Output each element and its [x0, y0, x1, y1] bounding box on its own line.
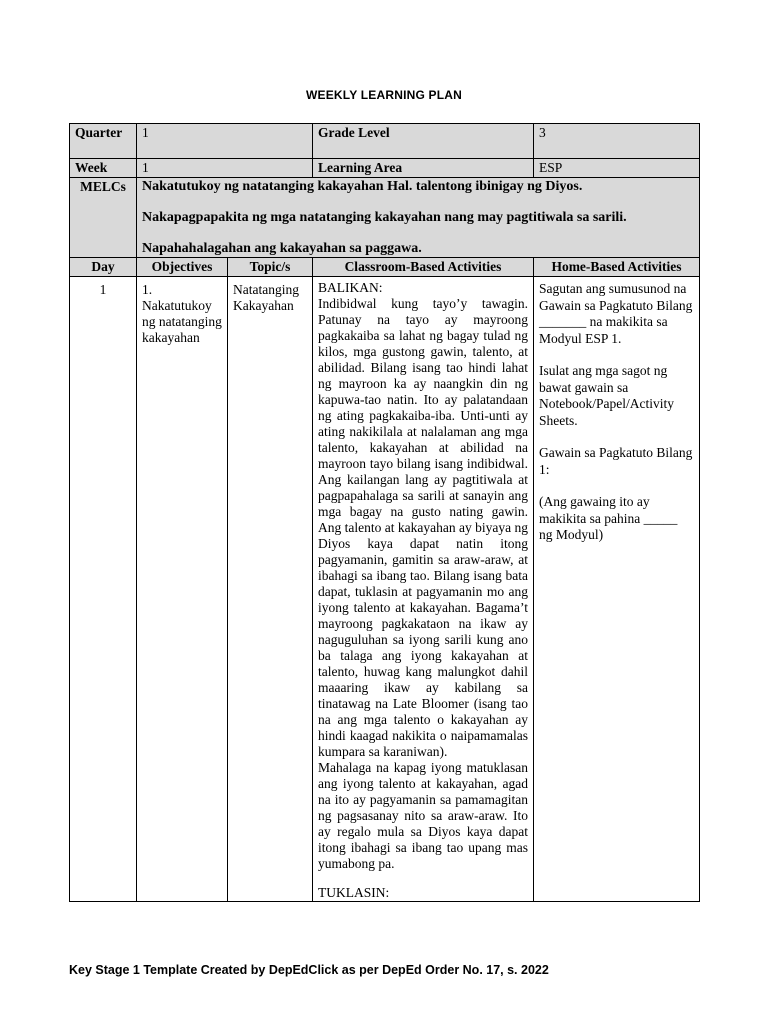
col-header-classroom: Classroom-Based Activities [313, 258, 534, 277]
classroom-activities-cell [313, 277, 534, 902]
page-title: WEEKLY LEARNING PLAN [305, 88, 462, 102]
home-activities-cell [534, 277, 700, 902]
objective-cell: 1. Nakatutukoy ng natatanging kakayahan [137, 277, 228, 902]
quarter-row [70, 124, 700, 159]
melcs-label: MELCs [70, 178, 137, 258]
classroom-paragraph: Indibidwal kung tayo’y tawagin. Patunay na tayo ay mayroong pagkakaiba sa lahat ng bagay tulad ng kilos, mga gustong gawin, talento, at abilidad. Bilang isang tao hindi lahat ng mayroon ka ay naangkin din ng kapuwa-tao natin. Ito ay palatandaan ng ating pagkakaiba-iba. Unti-unti ay ating nakikilala at nalalaman ang mga talento, kakayahan at abilidad na mayroon tayo bilang isang indibidwal. Ang kailangan lang ay pagtitiwala at pagpapahalaga sa sarili at sanayin ang mga bagay na gusto nating gawin. Ang talento at kakayahan ay biyaya ng Diyos kaya dapat natin itong pagyamanin, gamitin sa araw-araw, at ibahagi sa ibang tao. Bilang isang bata dapat, tuklasin at pagyamanin mo ang iyong talento at kakayahan. Bagama’t mayroong pagkakataon na ikaw ay naguguluhan sa iyong sarili kung ano ba talaga ang iyong kakayahan at talento, huwag kang malungkot dahil maaaring ikaw ay kabilang sa tinatawag na Late Bloomer (isang tao na ang mga talento o kakayahan ay hindi kaagad nakikita o naipamamalas kumpara sa karaniwan). [318, 296, 528, 759]
quarter-label: Quarter [70, 124, 137, 159]
col-header-topics: Topic/s [228, 258, 313, 277]
melcs-item: Nakapagpapakita ng mga natatanging kakayahan nang may pagtitiwala sa sarili. [142, 210, 627, 225]
classroom-paragraph: Mahalaga na kapag iyong matuklasan ang iyong talento at kakayahan, agad na ito ay pagyamanin sa pamamagitan ng pagsasanay nito sa araw-araw. Ito ay regalo mula sa Diyos kaya dapat itong ibahagi sa ibang tao upang mas yumabong pa. [318, 760, 528, 871]
col-header-day: Day [70, 258, 137, 277]
melcs-row [70, 178, 700, 258]
learning-area-value: ESP [534, 159, 700, 178]
home-activity-item: (Ang gawaing ito ay makikita sa pahina _____ ng Modyul) [539, 494, 678, 542]
melcs-item: Nakatutukoy ng natatanging kakayahan Hal. talentong ibinigay ng Diyos. [142, 179, 583, 194]
melcs-item: Napahahalagahan ang kakayahan sa paggawa. [142, 241, 422, 256]
week-value: 1 [137, 159, 313, 178]
day-cell: 1 [70, 277, 137, 902]
col-header-home: Home-Based Activities [534, 258, 700, 277]
week-row [70, 159, 700, 178]
col-header-objectives: Objectives [137, 258, 228, 277]
learning-area-label: Learning Area [313, 159, 534, 178]
grade-level-value: 3 [534, 124, 700, 159]
melcs-content [137, 178, 700, 258]
column-header-row [70, 258, 700, 277]
weekly-plan-table [69, 123, 700, 902]
grade-level-label: Grade Level [313, 124, 534, 159]
week-label: Week [70, 159, 137, 178]
home-activity-item: Sagutan ang sumusunod na Gawain sa Pagkatuto Bilang _______ na makikita sa Modyul ESP 1. [539, 281, 693, 346]
quarter-value: 1 [137, 124, 313, 159]
home-activity-item: Isulat ang mga sagot ng bawat gawain sa Notebook/Papel/Activity Sheets. [539, 363, 674, 428]
day-row [70, 277, 700, 902]
tuklasin-heading: TUKLASIN: [318, 885, 390, 900]
home-activity-item: Gawain sa Pagkatuto Bilang 1: [539, 445, 693, 477]
balikan-heading: BALIKAN: [318, 280, 383, 295]
footer-note: Key Stage 1 Template Created by DepEdClick as per DepEd Order No. 17, s. 2022 [69, 963, 549, 977]
topic-cell: Natatanging Kakayahan [228, 277, 313, 902]
